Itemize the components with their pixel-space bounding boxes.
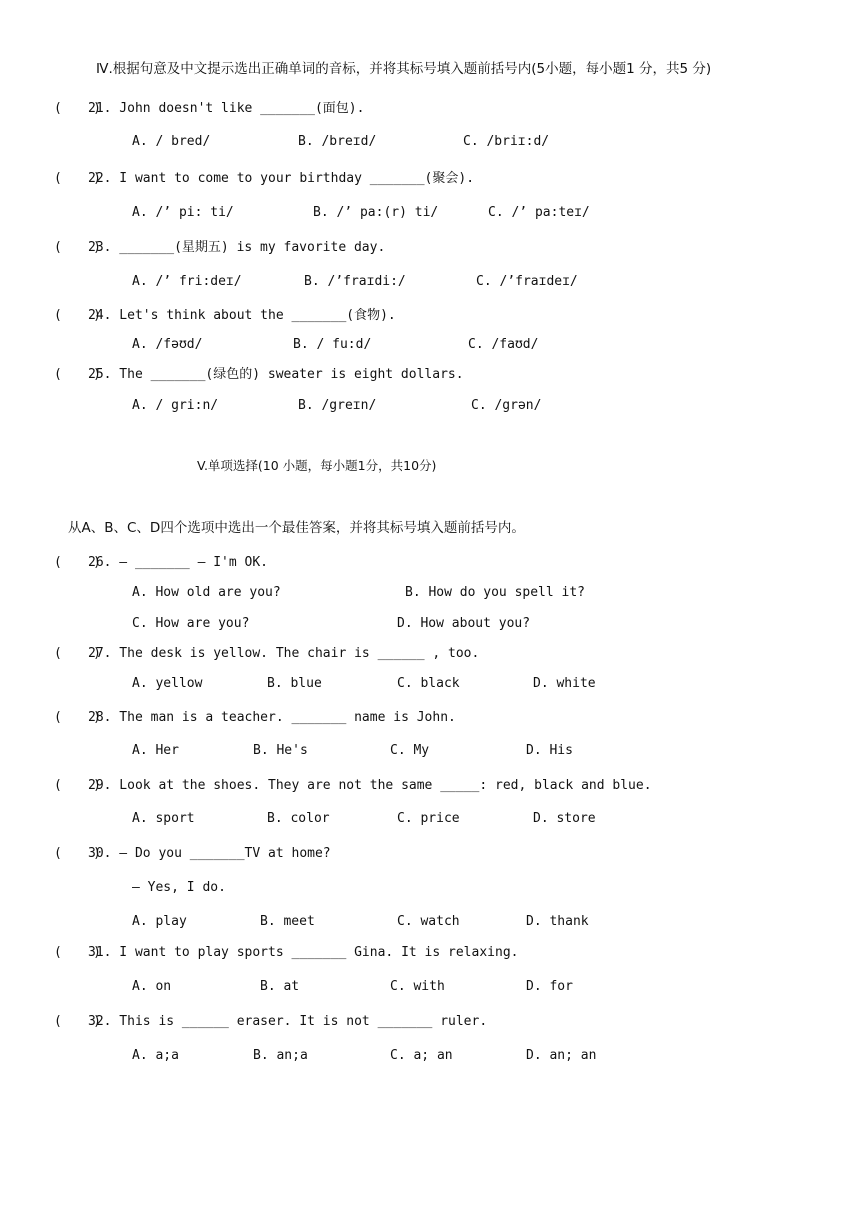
option-a: A. Her <box>132 743 179 758</box>
answer-paren[interactable]: ( ) <box>54 710 101 725</box>
option-b: B. He's <box>253 743 308 758</box>
option-a: A. on <box>132 979 172 994</box>
option-b: B. / fu:d/ <box>293 337 372 352</box>
option-b: B. at <box>260 979 300 994</box>
question-stem: 32. This is ______ eraser. It is not _______ ruler. <box>88 1014 488 1029</box>
answer-paren[interactable]: ( ) <box>54 778 101 793</box>
option-c: C. watch <box>397 914 460 929</box>
answer-paren[interactable]: ( ) <box>54 171 101 186</box>
option-b: B. /breɪd/ <box>298 134 377 149</box>
question-stem: 23. _______(星期五) is my favorite day. <box>88 240 386 255</box>
answer-paren[interactable]: ( ) <box>54 308 101 323</box>
question-stem: 25. The _______(绿色的) sweater is eight dollars. <box>88 367 464 382</box>
section5-instruction: 从A、B、C、D四个选项中选出一个最佳答案，并将其标号填入题前括号内。 <box>68 520 525 536</box>
answer-paren[interactable]: ( ) <box>54 1014 101 1029</box>
option-b: B. /’fraɪdi:/ <box>304 274 406 289</box>
answer-paren[interactable]: ( ) <box>54 945 101 960</box>
option-b: B. How do you spell it? <box>405 585 586 600</box>
option-d: D. white <box>533 676 596 691</box>
option-a: A. /’ pi: ti/ <box>132 205 234 220</box>
option-c: C. /’fraɪdeɪ/ <box>476 274 578 289</box>
option-b: B. meet <box>260 914 315 929</box>
option-a: A. / gri:n/ <box>132 398 219 413</box>
option-c: C. How are you? <box>132 616 250 631</box>
answer-paren[interactable]: ( ) <box>54 646 101 661</box>
option-a: A. yellow <box>132 676 203 691</box>
option-c: C. /briɪ:d/ <box>463 134 550 149</box>
answer-paren[interactable]: ( ) <box>54 555 101 570</box>
answer-paren[interactable]: ( ) <box>54 846 101 861</box>
option-c: C. My <box>390 743 430 758</box>
question-stem: 22. I want to come to your birthday _______(聚会). <box>88 171 475 186</box>
option-a: A. play <box>132 914 187 929</box>
option-d: D. an; an <box>526 1048 597 1063</box>
question-stem: 31. I want to play sports _______ Gina. It is relaxing. <box>88 945 519 960</box>
question-stem: 21. John doesn't like _______(面包). <box>88 101 365 116</box>
option-c: C. /’ pa:teɪ/ <box>488 205 590 220</box>
answer-paren[interactable]: ( ) <box>54 101 101 116</box>
option-c: C. a; an <box>390 1048 453 1063</box>
question-stem: 29. Look at the shoes. They are not the same _____: red, black and blue. <box>88 778 652 793</box>
question-stem: 28. The man is a teacher. _______ name is John. <box>88 710 456 725</box>
option-b: B. an;a <box>253 1048 308 1063</box>
option-d: D. How about you? <box>397 616 531 631</box>
option-a: A. sport <box>132 811 195 826</box>
option-d: D. His <box>526 743 573 758</box>
option-c: C. with <box>390 979 445 994</box>
option-d: D. thank <box>526 914 589 929</box>
option-c: C. /faʊd/ <box>468 337 539 352</box>
question-stem: 30. — Do you _______TV at home? <box>88 846 331 861</box>
answer-paren[interactable]: ( ) <box>54 240 101 255</box>
answer-paren[interactable]: ( ) <box>54 367 101 382</box>
option-a: A. How old are you? <box>132 585 281 600</box>
question-stem: 24. Let's think about the _______(食物). <box>88 308 396 323</box>
option-a: A. / bred/ <box>132 134 211 149</box>
option-a: A. /fəʊd/ <box>132 337 203 352</box>
question-stem: 27. The desk is yellow. The chair is ______ , too. <box>88 646 480 661</box>
option-b: B. /’ pa:(r) ti/ <box>313 205 439 220</box>
option-b: B. blue <box>267 676 322 691</box>
option-d: D. store <box>533 811 596 826</box>
question-stem: 26. — _______ — I'm OK. <box>88 555 269 570</box>
option-b: B. /greɪn/ <box>298 398 377 413</box>
option-a: A. /’ fri:deɪ/ <box>132 274 242 289</box>
section5-heading: V.单项选择(10 小题，每小题1分，共10分) <box>197 458 437 473</box>
option-a: A. a;a <box>132 1048 179 1063</box>
option-b: B. color <box>267 811 330 826</box>
option-c: C. price <box>397 811 460 826</box>
option-d: D. for <box>526 979 573 994</box>
question-stem-reply: — Yes, I do. <box>132 880 226 895</box>
option-c: C. /grən/ <box>471 398 542 413</box>
section4-heading: Ⅳ.根据句意及中文提示选出正确单词的音标，并将其标号填入题前括号内(5小题，每小题1 分，共5 分) <box>96 61 712 77</box>
option-c: C. black <box>397 676 460 691</box>
